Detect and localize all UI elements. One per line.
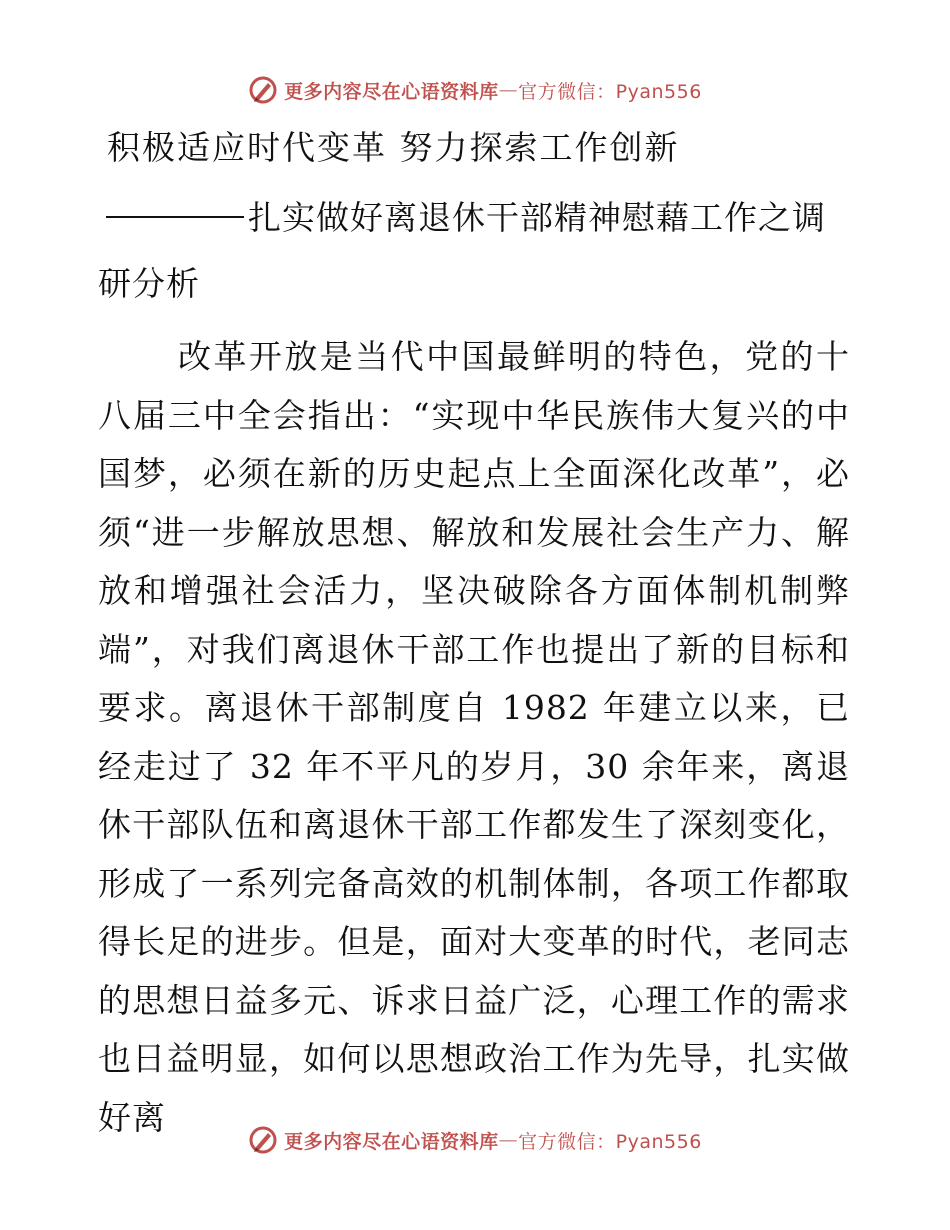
banner-separator: — — [498, 1129, 519, 1151]
banner-brand: 更多内容尽在心语资料库 — [284, 1130, 499, 1153]
body-paragraph: 改革开放是当代中国最鲜明的特色，党的十八届三中全会指出：“实现中华民族伟大复兴的中国梦，必须在新的历史起点上全面深化改革”，必须“进一步解放思想、解放和发展社会生产力、解放和增强社会活力，坚决破除各方面体制机制弊端”，对我们离退休干部工作也提出了新的目标和要求。离退休干部制度自 1982 年建立以来，已经走过了 32 年不平凡的岁月，30 余年来，离退休干部队伍和离退休干部工作都发生了深刻变化，形成了一系列完备高效的机制体制，各项工作都取得长足的进步。但是，面对大变革的时代，老同志的思想日益多元、诉求日益广泛，心理工作的需求也日益明显，如何以思想政治工作为先导，扎实做好离 — [98, 337, 850, 1137]
banner-wechat: 官方微信：Pyan556 — [518, 80, 702, 103]
pen-logo-icon — [248, 1125, 278, 1155]
document-title: 积极适应时代变革 努力探索工作创新 — [107, 128, 680, 167]
document-subtitle — [98, 185, 858, 317]
subtitle-text: 扎实做好离退休干部精神慰藉工作之调研分析 — [98, 198, 826, 303]
banner-wechat: 官方微信：Pyan556 — [518, 1130, 702, 1153]
banner-brand: 更多内容尽在心语资料库 — [284, 80, 499, 103]
banner-separator: — — [498, 79, 519, 101]
footer-banner — [0, 1120, 950, 1160]
header-banner — [0, 70, 950, 110]
subtitle-dash — [106, 216, 244, 218]
pen-logo-icon — [248, 75, 278, 105]
